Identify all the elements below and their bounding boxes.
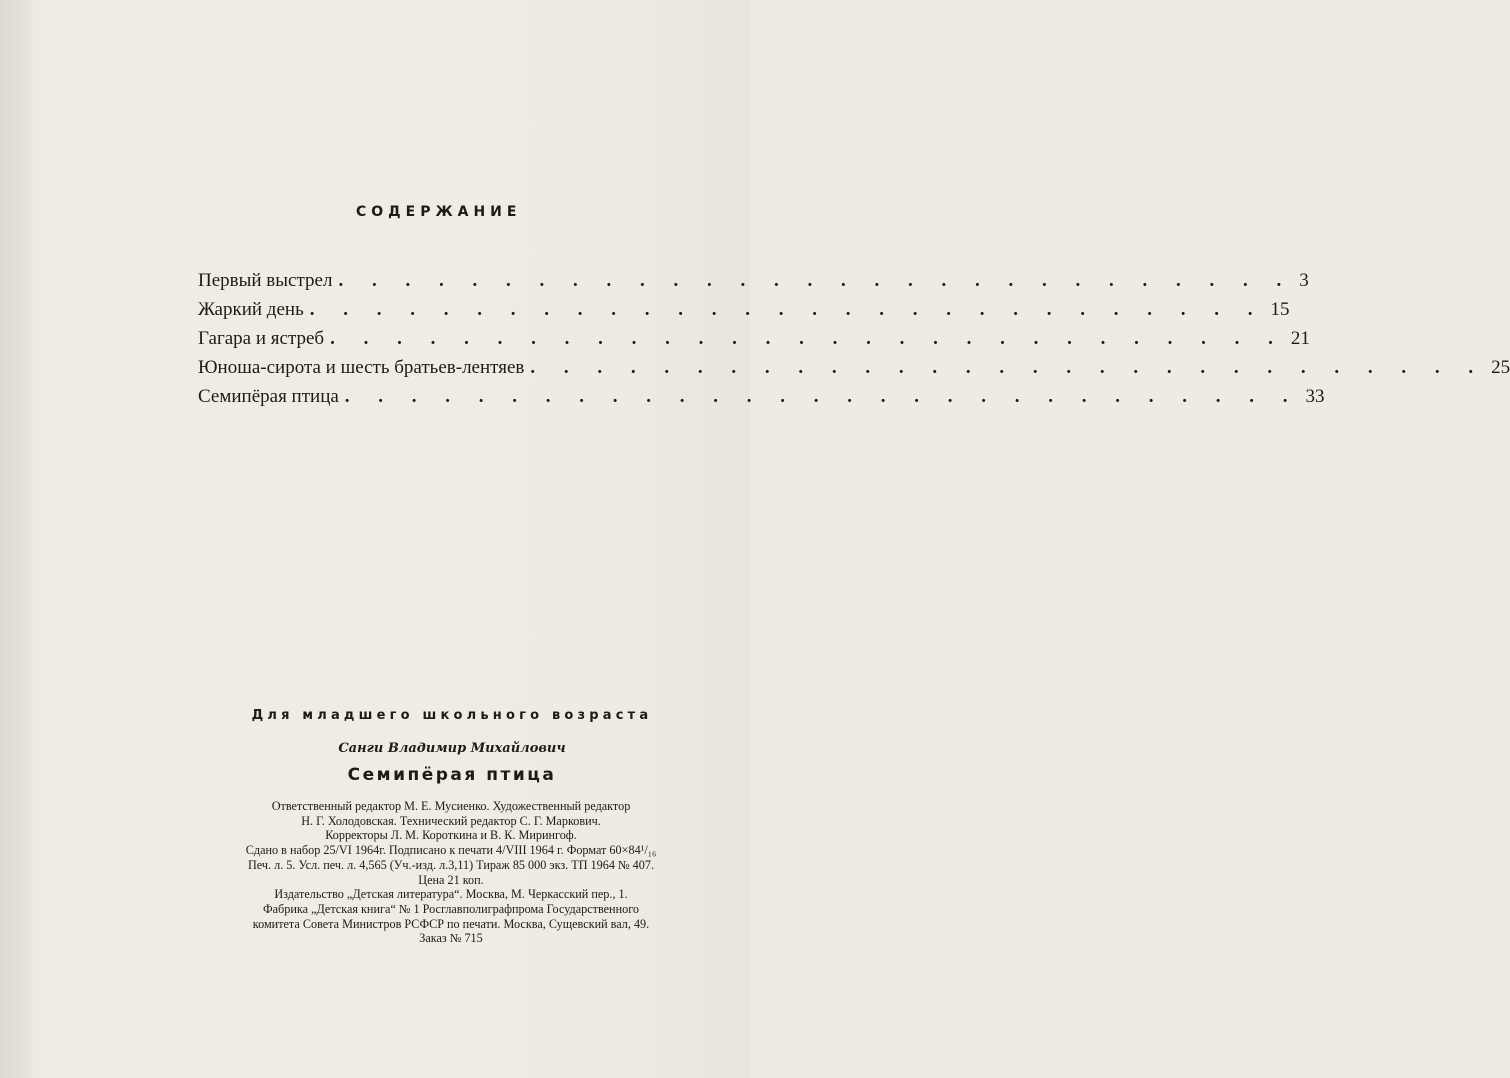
toc-entry-title: Юноша-сирота и шесть братьев-лентяев <box>198 357 525 378</box>
page-spine-edge <box>0 0 32 1078</box>
toc-leader-dots: . . . . . . . . . . . . . . . . . . . . . . . . . . . . . <box>309 299 1265 320</box>
toc-entry-title: Гагара и ястреб <box>198 328 325 349</box>
toc-leader-dots: . . . . . . . . . . . . . . . . . . . . . . . . . . . . . <box>344 386 1300 407</box>
toc-leader-dots: . . . . . . . . . . . . . . . . . . . . . . . . . . . . . <box>338 270 1294 291</box>
toc-entry[interactable] <box>198 328 1310 357</box>
book-title: Семипёрая птица <box>347 765 557 785</box>
toc-entry[interactable] <box>198 270 1309 299</box>
toc-entry-page: 21 <box>1290 328 1310 349</box>
toc-leader-dots: . . . . . . . . . . . . . . . . . . . . . . . . . . . . . <box>530 357 1486 378</box>
imprint-line: Корректоры Л. М. Короткина и В. К. Мирингоф. <box>325 828 577 843</box>
table-of-contents <box>198 270 1510 415</box>
toc-heading: СОДЕРЖАНИЕ <box>356 204 522 220</box>
toc-entry-title: Первый выстрел <box>198 270 333 291</box>
imprint-line: комитета Совета Министров РСФСР по печати. Москва, Сущевский вал, 49. <box>252 916 650 931</box>
toc-entry[interactable] <box>198 299 1290 328</box>
imprint-block <box>186 799 716 946</box>
age-group-label: Для младшего школьного возраста <box>251 708 653 723</box>
toc-entry-page: 3 <box>1299 270 1309 291</box>
toc-entry-page: 33 <box>1305 386 1325 407</box>
toc-entry-page: 15 <box>1270 299 1290 320</box>
toc-entry-title: Жаркий день <box>198 299 304 320</box>
imprint-line: Ответственный редактор М. Е. Мусиенко. Художественный редактор <box>271 799 631 813</box>
toc-entry[interactable] <box>198 357 1510 386</box>
imprint-line: Заказ № 715 <box>419 931 483 946</box>
toc-entry-page: 25 <box>1491 357 1510 378</box>
toc-leader-dots: . . . . . . . . . . . . . . . . . . . . . . . . . . . . . <box>330 328 1285 349</box>
imprint-line: Печ. л. 5. Усл. печ. л. 4,565 (Уч.-изд. л.3,11) Тираж 85 000 экз. ТП 1964 № 407. <box>248 857 654 872</box>
imprint-line: Издательство „Детская литература“. Москва, М. Черкасский пер., 1. <box>274 887 628 902</box>
toc-entry-title: Семипёрая птица <box>198 386 339 407</box>
author-name: Санги Владимир Михайлович <box>338 741 566 756</box>
toc-entry[interactable] <box>198 386 1325 415</box>
imprint-line: Н. Г. Холодовская. Технический редактор С. Г. Маркович. <box>301 813 601 828</box>
imprint-line: Сдано в набор 25/VI 1964г. Подписано к печати 4/VIII 1964 г. Формат 60×84¹/₁₆ <box>245 843 657 858</box>
imprint-line: Цена 21 коп. <box>418 872 484 887</box>
imprint-line: Фабрика „Детская книга“ № 1 Росглавполиграфпрома Государственного <box>263 901 639 916</box>
